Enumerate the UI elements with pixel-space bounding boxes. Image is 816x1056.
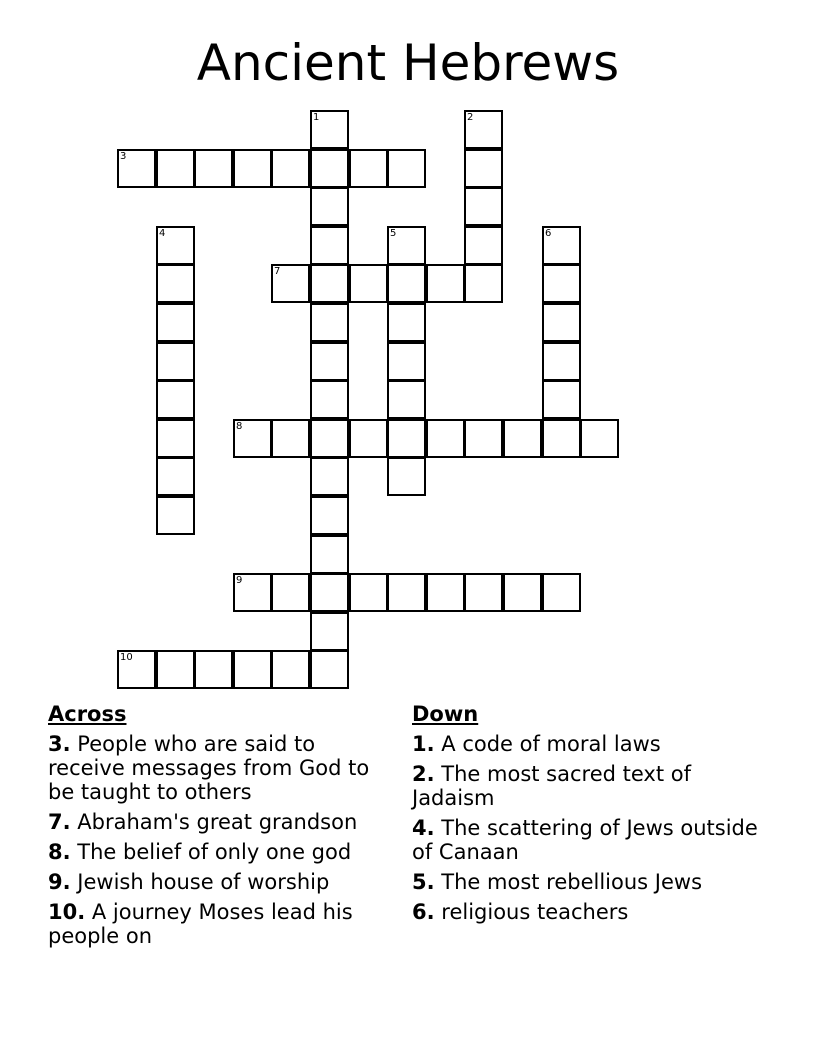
- across-clue: [48, 810, 398, 834]
- crossword-cell[interactable]: [464, 226, 503, 265]
- cell-number: 7: [274, 266, 281, 277]
- crossword-cell[interactable]: [349, 264, 388, 303]
- crossword-cell[interactable]: [194, 149, 233, 188]
- clue-text: People who are said to receive messages from God to be taught to others: [48, 732, 370, 804]
- down-clue: [412, 816, 772, 864]
- crossword-cell[interactable]: [310, 226, 349, 265]
- crossword-cell[interactable]: [156, 419, 195, 458]
- crossword-cell[interactable]: [387, 573, 426, 612]
- crossword-cell[interactable]: [310, 264, 349, 303]
- crossword-cell[interactable]: [271, 264, 310, 303]
- crossword-cell[interactable]: [271, 573, 310, 612]
- crossword-cell[interactable]: [310, 110, 349, 149]
- crossword-cell[interactable]: [387, 419, 426, 458]
- crossword-cell[interactable]: [310, 419, 349, 458]
- clue-text: A code of moral laws: [441, 732, 661, 756]
- crossword-cell[interactable]: [117, 149, 156, 188]
- crossword-cell[interactable]: [310, 303, 349, 342]
- crossword-cell[interactable]: [310, 342, 349, 381]
- crossword-cell[interactable]: [542, 226, 581, 265]
- across-clue: [48, 870, 398, 894]
- clue-text: The belief of only one god: [77, 840, 352, 864]
- clue-text: The scattering of Jews outside of Canaan: [412, 816, 758, 864]
- crossword-cell[interactable]: [426, 573, 465, 612]
- clue-text: The most sacred text of Jadaism: [412, 762, 691, 810]
- cell-number: 4: [159, 228, 166, 239]
- crossword-cell[interactable]: [271, 419, 310, 458]
- crossword-cell[interactable]: [310, 380, 349, 419]
- crossword-cell[interactable]: [464, 110, 503, 149]
- cell-number: 5: [390, 228, 397, 239]
- crossword-cell[interactable]: [387, 342, 426, 381]
- crossword-cell[interactable]: [542, 380, 581, 419]
- crossword-cell[interactable]: [271, 650, 310, 689]
- crossword-cell[interactable]: [503, 573, 542, 612]
- crossword-cell[interactable]: [310, 573, 349, 612]
- cell-number: 8: [236, 421, 243, 432]
- clue-text: A journey Moses lead his people on: [48, 900, 353, 948]
- crossword-cell[interactable]: [464, 187, 503, 226]
- crossword-cell[interactable]: [233, 573, 272, 612]
- clue-number: 10.: [48, 900, 86, 924]
- cell-number: 9: [236, 575, 243, 586]
- cell-number: 2: [467, 112, 474, 123]
- crossword-cell[interactable]: [156, 380, 195, 419]
- down-clue: [412, 762, 772, 810]
- crossword-cell[interactable]: [426, 419, 465, 458]
- crossword-cell[interactable]: [542, 573, 581, 612]
- across-clues: [48, 702, 398, 954]
- crossword-cell[interactable]: [156, 264, 195, 303]
- crossword-cell[interactable]: [310, 612, 349, 651]
- crossword-cell[interactable]: [464, 573, 503, 612]
- crossword-cell[interactable]: [349, 419, 388, 458]
- crossword-cell[interactable]: [117, 650, 156, 689]
- crossword-cell[interactable]: [542, 303, 581, 342]
- clue-text: The most rebellious Jews: [441, 870, 703, 894]
- crossword-cell[interactable]: [542, 342, 581, 381]
- clue-number: 8.: [48, 840, 71, 864]
- crossword-cell[interactable]: [233, 419, 272, 458]
- crossword-cell[interactable]: [503, 419, 542, 458]
- cell-number: 6: [545, 228, 552, 239]
- cell-number: 3: [120, 151, 127, 162]
- across-heading: Across: [48, 702, 127, 726]
- across-clue: [48, 900, 398, 948]
- crossword-cell[interactable]: [387, 457, 426, 496]
- crossword-cell[interactable]: [156, 303, 195, 342]
- crossword-cell[interactable]: [387, 303, 426, 342]
- crossword-cell[interactable]: [387, 149, 426, 188]
- crossword-cell[interactable]: [387, 226, 426, 265]
- crossword-cell[interactable]: [156, 457, 195, 496]
- crossword-cell[interactable]: [310, 149, 349, 188]
- crossword-cell[interactable]: [194, 650, 233, 689]
- crossword-cell[interactable]: [542, 264, 581, 303]
- crossword-cell[interactable]: [464, 264, 503, 303]
- crossword-cell[interactable]: [156, 342, 195, 381]
- across-clue: [48, 732, 398, 804]
- crossword-cell[interactable]: [387, 264, 426, 303]
- down-clues: [412, 702, 772, 930]
- down-clue: [412, 870, 772, 894]
- down-heading: Down: [412, 702, 479, 726]
- cell-number: 10: [120, 652, 133, 663]
- clue-number: 9.: [48, 870, 71, 894]
- cell-number: 1: [313, 112, 320, 123]
- clue-text: Jewish house of worship: [77, 870, 330, 894]
- crossword-cell[interactable]: [310, 496, 349, 535]
- clue-number: 1.: [412, 732, 435, 756]
- crossword-cell[interactable]: [387, 380, 426, 419]
- clue-number: 6.: [412, 900, 435, 924]
- down-clue: [412, 900, 772, 924]
- crossword-cell[interactable]: [464, 149, 503, 188]
- crossword-cell[interactable]: [233, 149, 272, 188]
- crossword-cell[interactable]: [349, 149, 388, 188]
- crossword-cell[interactable]: [464, 419, 503, 458]
- crossword-cell[interactable]: [310, 535, 349, 574]
- crossword-cell[interactable]: [580, 419, 619, 458]
- crossword-cell[interactable]: [349, 573, 388, 612]
- crossword-cell[interactable]: [156, 149, 195, 188]
- crossword-cell[interactable]: [310, 187, 349, 226]
- clue-text: Abraham's great grandson: [77, 810, 358, 834]
- crossword-cell[interactable]: [233, 650, 272, 689]
- crossword-cell[interactable]: [310, 457, 349, 496]
- clue-number: 2.: [412, 762, 435, 786]
- crossword-cell[interactable]: [156, 650, 195, 689]
- crossword-cell[interactable]: [426, 264, 465, 303]
- down-clue: [412, 732, 772, 756]
- crossword-cell[interactable]: [156, 226, 195, 265]
- crossword-cell[interactable]: [156, 496, 195, 535]
- clue-number: 5.: [412, 870, 435, 894]
- clue-number: 3.: [48, 732, 71, 756]
- clue-number: 4.: [412, 816, 435, 840]
- crossword-cell[interactable]: [271, 149, 310, 188]
- crossword-cell[interactable]: [310, 650, 349, 689]
- across-clue: [48, 840, 398, 864]
- clue-text: religious teachers: [441, 900, 629, 924]
- page-title: Ancient Hebrews: [196, 34, 620, 92]
- crossword-cell[interactable]: [542, 419, 581, 458]
- clue-number: 7.: [48, 810, 71, 834]
